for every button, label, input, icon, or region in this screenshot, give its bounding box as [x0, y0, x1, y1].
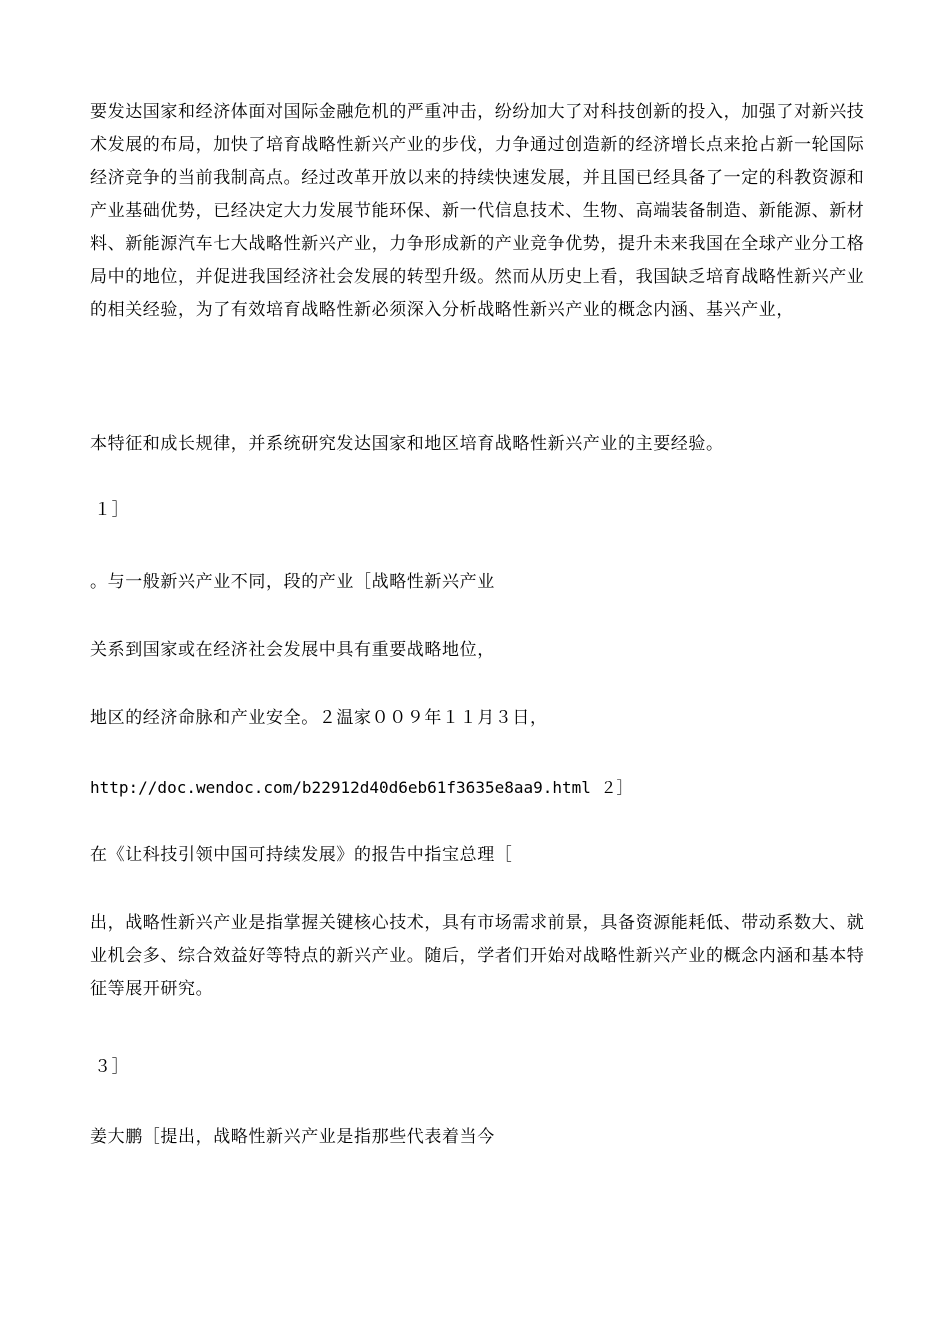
paragraph-jiang-dapeng: 姜大鹏［提出，战略性新兴产业是指那些代表着当今	[90, 1127, 495, 1147]
paragraph-definition-fragment: 。与一般新兴产业不同，段的产业［战略性新兴产业	[90, 572, 495, 592]
paragraph-report-title: 在《让科技引领中国可持续发展》的报告中指宝总理［	[90, 845, 513, 865]
reference-marker-1: １］	[94, 500, 130, 520]
source-url-line: http://doc.wendoc.com/b22912d40d6eb61f3635e8aa9.html ２］	[90, 778, 633, 797]
paragraph-growth-rules: 本特征和成长规律，并系统研究发达国家和地区培育战略性新兴产业的主要经验。	[90, 434, 724, 454]
reference-marker-3: ３］	[94, 1057, 130, 1077]
paragraph-strategic-position: 关系到国家或在经济社会发展中具有重要战略地位，	[90, 640, 495, 660]
paragraph-definition: 出，战略性新兴产业是指掌握关键核心技术，具有市场需求前景，具备资源能耗低、带动系数大、就业机会多、综合效益好等特点的新兴产业。随后，学者们开始对战略性新兴产业的概念内涵和基本特征等展开研究。	[90, 913, 865, 999]
paragraph-economic-lifeline: 地区的经济命脉和产业安全。２温家００９年１１月３日，	[90, 708, 548, 728]
paragraph-intro: 要发达国家和经济体面对国际金融危机的严重冲击，纷纷加大了对科技创新的投入，加强了对新兴技术发展的布局，加快了培育战略性新兴产业的步伐，力争通过创造新的经济增长点来抢占新一轮国际经济竞争的当前我制高点。经过改革开放以来的持续快速发展，并且国已经具备了一定的科教资源和产业基础优势，已经决定大力发展节能环保、新一代信息技术、生物、高端装备制造、新能源、新材料、新能源汽车七大战略性新兴产业，力争形成新的产业竞争优势，提升未来我国在全球产业分工格局中的地位，并促进我国经济社会发展的转型升级。然而从历史上看，我国缺乏培育战略性新兴产业的相关经验，为了有效培育战略性新必须深入分析战略性新兴产业的概念内涵、基兴产业，	[90, 102, 865, 320]
